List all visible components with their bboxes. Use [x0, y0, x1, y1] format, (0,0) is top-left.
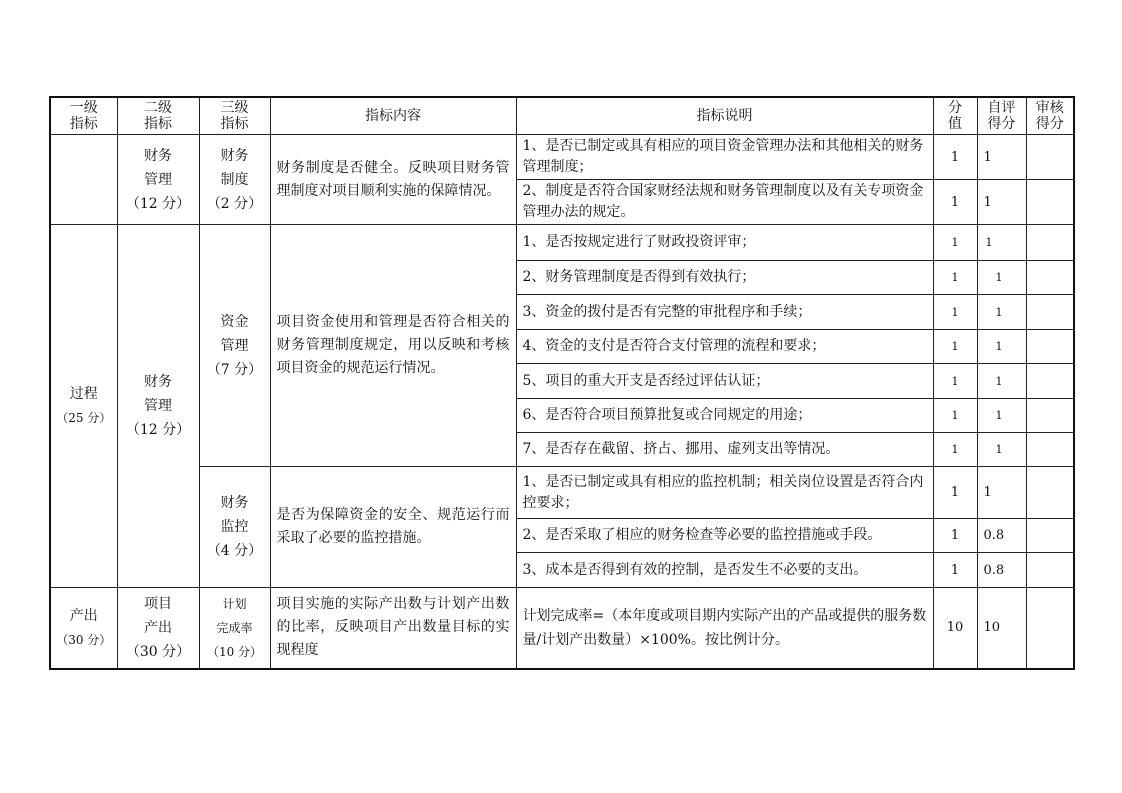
audit-score-value — [1026, 364, 1074, 399]
score-value: 1 — [933, 364, 977, 399]
audit-score-value — [1026, 467, 1074, 519]
audit-score-value — [1026, 588, 1074, 669]
audit-score-value — [1026, 225, 1074, 261]
audit-score-value — [1026, 519, 1074, 553]
level2-cell: 财务 管理 （12 分） — [117, 225, 199, 588]
indicator-description: 3、资金的拨付是否有完整的审批程序和手续； — [516, 295, 933, 330]
self-score-value: 1 — [977, 330, 1026, 364]
indicator-description: 1、是否按规定进行了财政投资评审； — [516, 225, 933, 261]
audit-score-value — [1026, 180, 1074, 225]
self-score-value: 1 — [977, 180, 1026, 225]
header-self-score: 自评 得分 — [977, 97, 1026, 135]
level3-cell: 计划 完成率 （10 分） — [199, 588, 270, 669]
score-value: 1 — [933, 399, 977, 433]
level2-cell: 财务 管理 （12 分） — [117, 135, 199, 225]
indicator-content: 项目资金使用和管理是否符合相关的财务管理制度规定，用以反映和考核项目资金的规范运行情况。 — [270, 225, 516, 467]
self-score-value: 1 — [977, 261, 1026, 295]
self-score-value: 0.8 — [977, 519, 1026, 553]
level1-cell-process: 过程 （25 分） — [50, 225, 117, 588]
audit-score-value — [1026, 295, 1074, 330]
score-value: 1 — [933, 330, 977, 364]
audit-score-value — [1026, 399, 1074, 433]
audit-score-value — [1026, 330, 1074, 364]
level3-cell: 资金 管理 （7 分） — [199, 225, 270, 467]
header-level2: 二级 指标 — [117, 97, 199, 135]
table-row — [50, 135, 1074, 180]
header-level3: 三级 指标 — [199, 97, 270, 135]
score-value: 1 — [933, 467, 977, 519]
indicator-description: 1、是否已制定或具有相应的项目资金管理办法和其他相关的财务管理制度； — [516, 135, 933, 180]
self-score-value: 1 — [977, 399, 1026, 433]
score-value: 1 — [933, 519, 977, 553]
score-value: 10 — [933, 588, 977, 669]
audit-score-value — [1026, 135, 1074, 180]
table-row — [50, 588, 1074, 669]
indicator-content: 项目实施的实际产出数与计划产出数的比率，反映项目产出数量目标的实现程度 — [270, 588, 516, 669]
indicator-description: 1、是否已制定或具有相应的监控机制；相关岗位设置是否符合内控要求； — [516, 467, 933, 519]
level1-cell-empty — [50, 135, 117, 225]
indicator-description: 7、是否存在截留、挤占、挪用、虚列支出等情况。 — [516, 433, 933, 467]
header-score: 分 值 — [933, 97, 977, 135]
audit-score-value — [1026, 261, 1074, 295]
table-header-row — [50, 97, 1074, 135]
score-value: 1 — [933, 135, 977, 180]
indicator-description: 6、是否符合项目预算批复或合同规定的用途； — [516, 399, 933, 433]
indicator-description: 计划完成率=（本年度或项目期内实际产出的产品或提供的服务数量/计划产出数量）×100%。按比例计分。 — [516, 588, 933, 669]
self-score-value: 10 — [977, 588, 1026, 669]
score-value: 1 — [933, 295, 977, 330]
audit-score-value — [1026, 433, 1074, 467]
level3-cell: 财务 监控 （4 分） — [199, 467, 270, 588]
indicator-description: 2、制度是否符合国家财经法规和财务管理制度以及有关专项资金管理办法的规定。 — [516, 180, 933, 225]
audit-score-value — [1026, 553, 1074, 588]
indicator-description: 3、成本是否得到有效的控制，是否发生不必要的支出。 — [516, 553, 933, 588]
score-value: 1 — [933, 433, 977, 467]
indicator-description: 2、是否采取了相应的财务检查等必要的监控措施或手段。 — [516, 519, 933, 553]
performance-evaluation-table — [49, 96, 1075, 670]
table-row — [50, 467, 1074, 519]
score-value: 1 — [933, 553, 977, 588]
score-value: 1 — [933, 261, 977, 295]
self-score-value: 0.8 — [977, 553, 1026, 588]
indicator-description: 2、财务管理制度是否得到有效执行； — [516, 261, 933, 295]
header-level1: 一级 指标 — [50, 97, 117, 135]
level3-cell: 财务 制度 （2 分） — [199, 135, 270, 225]
evaluation-table-page — [49, 96, 1073, 670]
indicator-description: 5、项目的重大开支是否经过评估认证； — [516, 364, 933, 399]
table-row — [50, 225, 1074, 261]
level2-cell: 项目 产出 （30 分） — [117, 588, 199, 669]
header-audit-score: 审核 得分 — [1026, 97, 1074, 135]
header-content: 指标内容 — [270, 97, 516, 135]
indicator-content: 是否为保障资金的安全、规范运行而采取了必要的监控措施。 — [270, 467, 516, 588]
level1-cell-output: 产出 （30 分） — [50, 588, 117, 669]
self-score-value: 1 — [977, 135, 1026, 180]
header-description: 指标说明 — [516, 97, 933, 135]
indicator-content: 财务制度是否健全。反映项目财务管理制度对项目顺利实施的保障情况。 — [270, 135, 516, 225]
self-score-value: 1 — [977, 225, 1026, 261]
self-score-value: 1 — [977, 295, 1026, 330]
score-value: 1 — [933, 225, 977, 261]
self-score-value: 1 — [977, 433, 1026, 467]
score-value: 1 — [933, 180, 977, 225]
self-score-value: 1 — [977, 364, 1026, 399]
indicator-description: 4、资金的支付是否符合支付管理的流程和要求； — [516, 330, 933, 364]
self-score-value: 1 — [977, 467, 1026, 519]
